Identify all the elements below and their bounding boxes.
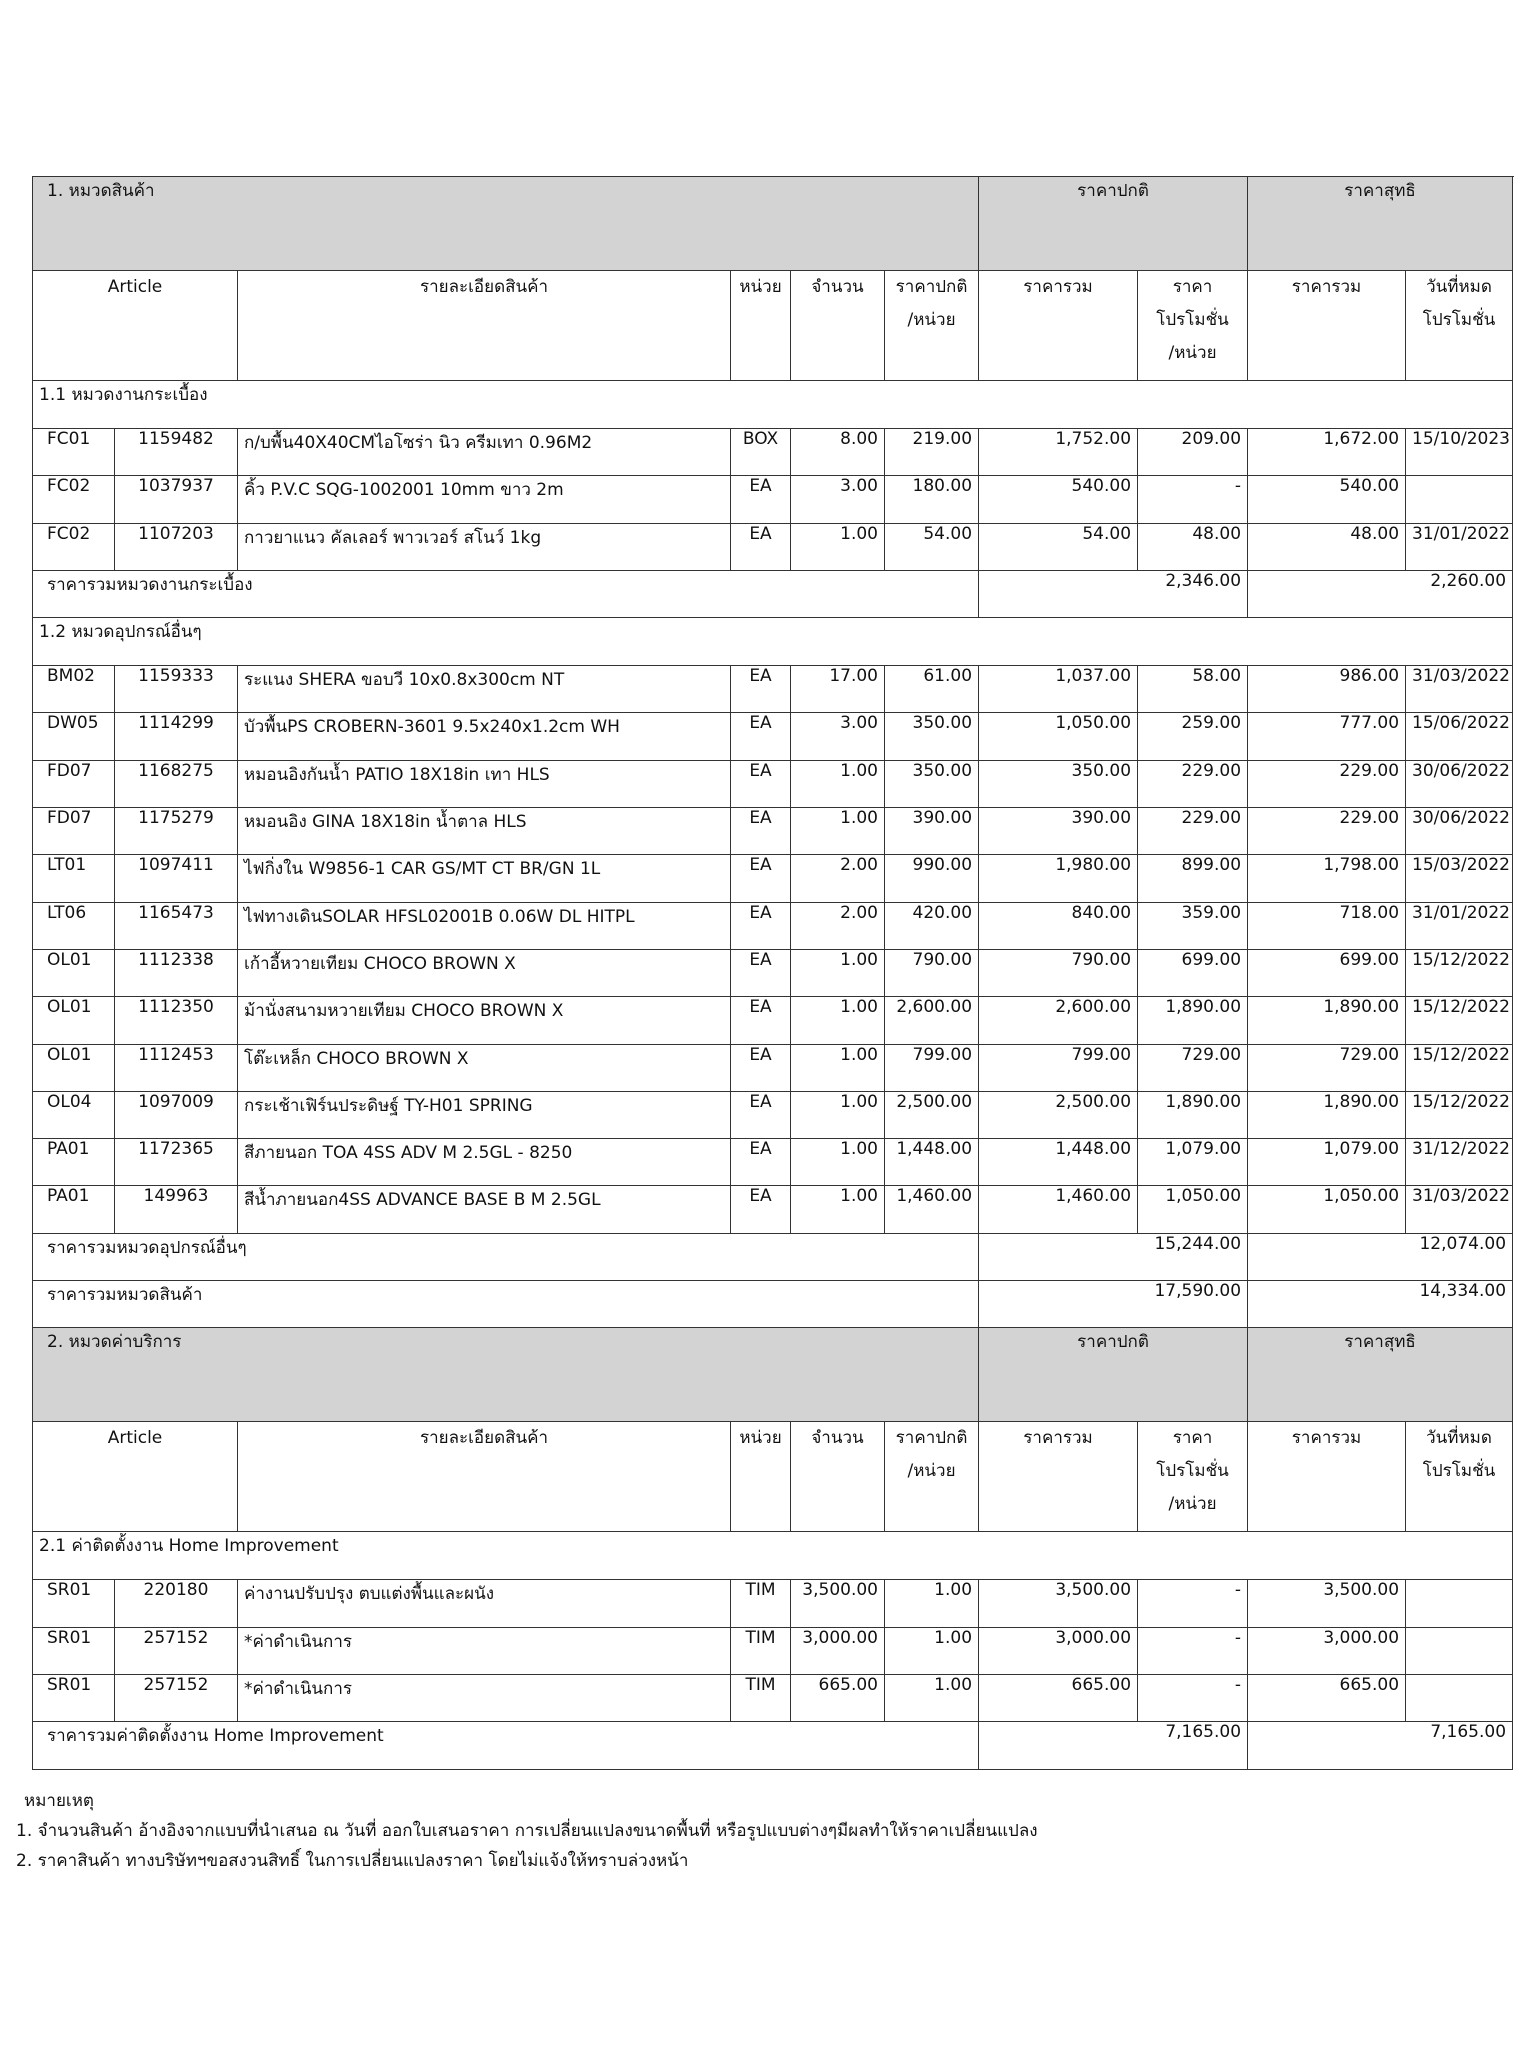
subtotal-label: ราคารวมค่าติดตั้งงาน Home Improvement [33,1722,979,1769]
item-description: *ค่าดำเนินการ [238,1627,731,1674]
table-row [33,1044,1513,1091]
header-line: /หน่วย [907,1461,956,1482]
item-promo-total: 1,890.00 [1248,997,1406,1044]
item-description: สีภายนอก TOA 4SS ADV M 2.5GL - 8250 [238,1139,731,1186]
item-price: 1.00 [885,1580,979,1627]
item-description: หมอนอิงกันน้ำ PATIO 18X18in เทา HLS [238,760,731,807]
item-article: 1097009 [115,1091,238,1138]
item-promo-price: 1,050.00 [1138,1186,1248,1233]
item-code: SR01 [33,1580,115,1627]
item-promo-end: 31/12/2022 [1406,1139,1513,1186]
item-unit: EA [731,1139,791,1186]
promo-end-header [1406,271,1513,381]
item-total: 1,037.00 [979,666,1138,713]
item-total: 840.00 [979,902,1138,949]
item-description: หมอนอิง GINA 18X18in น้ำตาล HLS [238,808,731,855]
item-quantity: 1.00 [791,949,885,996]
item-price: 350.00 [885,713,979,760]
item-code: DW05 [33,713,115,760]
item-code: SR01 [33,1627,115,1674]
group-title: 2.1 ค่าติดตั้งงาน Home Improvement [33,1532,1513,1580]
item-description: ไฟกิ่งใน W9856-1 CAR GS/MT CT BR/GN 1L [238,855,731,902]
item-total: 1,460.00 [979,1186,1138,1233]
item-quantity: 3.00 [791,713,885,760]
subtotal-row [33,570,1513,617]
item-promo-price: 1,890.00 [1138,1091,1248,1138]
item-price: 1,448.00 [885,1139,979,1186]
item-promo-price: 229.00 [1138,808,1248,855]
item-promo-end [1406,1674,1513,1721]
item-promo-price: 699.00 [1138,949,1248,996]
item-total: 540.00 [979,476,1138,523]
table-row [33,760,1513,807]
item-promo-total: 3,000.00 [1248,1627,1406,1674]
header-line: โปรโมชั่น [1156,1461,1229,1482]
item-quantity: 3,000.00 [791,1627,885,1674]
group-title: 1.1 หมวดงานกระเบื้อง [33,381,1513,429]
table-row [33,666,1513,713]
item-total: 54.00 [979,523,1138,570]
item-total: 1,752.00 [979,429,1138,476]
table-row [33,1139,1513,1186]
item-unit: EA [731,1091,791,1138]
subtotal-row [33,1722,1513,1769]
item-promo-price: 729.00 [1138,1044,1248,1091]
item-price: 61.00 [885,666,979,713]
item-promo-total: 540.00 [1248,476,1406,523]
item-unit: TIM [731,1627,791,1674]
item-promo-total: 229.00 [1248,760,1406,807]
header-line: ราคา [1172,1428,1213,1449]
item-article: 1175279 [115,808,238,855]
item-price: 390.00 [885,808,979,855]
item-promo-total: 229.00 [1248,808,1406,855]
item-promo-total: 1,079.00 [1248,1139,1406,1186]
item-code: FD07 [33,808,115,855]
item-total: 790.00 [979,949,1138,996]
total-label: ราคารวมหมวดสินค้า [33,1281,979,1328]
item-price: 1.00 [885,1627,979,1674]
item-promo-total: 1,050.00 [1248,1186,1406,1233]
item-promo-price: 58.00 [1138,666,1248,713]
item-price: 350.00 [885,760,979,807]
item-promo-end: 31/01/2022 [1406,523,1513,570]
item-quantity: 17.00 [791,666,885,713]
item-promo-price: 1,079.00 [1138,1139,1248,1186]
item-article: 1159482 [115,429,238,476]
notes-title: หมายเหตุ [24,1791,94,1811]
item-promo-total: 1,798.00 [1248,855,1406,902]
item-article: 220180 [115,1580,238,1627]
price-unit-header [885,271,979,381]
price-normal-header: ราคาปกติ [979,1328,1248,1422]
item-price: 790.00 [885,949,979,996]
item-description: ไฟทางเดินSOLAR HFSL02001B 0.06W DL HITPL [238,902,731,949]
promo-unit-header [1138,1422,1248,1532]
column-header-row [33,271,1513,381]
item-unit: BOX [731,429,791,476]
item-total: 2,600.00 [979,997,1138,1044]
total-header: ราคารวม [979,1422,1138,1532]
item-description: บัวพื้นPS CROBERN-3601 9.5x240x1.2cm WH [238,713,731,760]
item-promo-price: 48.00 [1138,523,1248,570]
item-description: ม้านั่งสนามหวายเทียม CHOCO BROWN X [238,997,731,1044]
item-promo-end: 15/03/2022 [1406,855,1513,902]
item-promo-end: 31/01/2022 [1406,902,1513,949]
total-row [33,1281,1513,1328]
item-article: 257152 [115,1674,238,1721]
price-unit-header [885,1422,979,1532]
table-row [33,997,1513,1044]
subtotal-net-value: 7,165.00 [1248,1722,1513,1769]
item-quantity: 3.00 [791,476,885,523]
table-row [33,808,1513,855]
item-article: 1168275 [115,760,238,807]
table-row [33,1674,1513,1721]
item-description: ระแนง SHERA ขอบวี 10x0.8x300cm NT [238,666,731,713]
item-article: 1097411 [115,855,238,902]
subtotal-net-value: 2,260.00 [1248,570,1513,617]
item-price: 2,500.00 [885,1091,979,1138]
item-promo-end: 31/03/2022 [1406,666,1513,713]
group-title-row [33,1532,1513,1580]
item-quantity: 1.00 [791,997,885,1044]
item-description: เก้าอี้หวายเทียม CHOCO BROWN X [238,949,731,996]
subtotal-value: 7,165.00 [979,1722,1248,1769]
item-code: FC02 [33,523,115,570]
item-price: 420.00 [885,902,979,949]
item-quantity: 665.00 [791,1674,885,1721]
item-total: 1,980.00 [979,855,1138,902]
item-promo-end [1406,1580,1513,1627]
item-promo-total: 665.00 [1248,1674,1406,1721]
item-unit: EA [731,1186,791,1233]
item-description: กระเช้าเฟิร์นประดิษฐ์ TY-H01 SPRING [238,1091,731,1138]
item-quantity: 1.00 [791,523,885,570]
item-promo-end: 31/03/2022 [1406,1186,1513,1233]
item-promo-end [1406,1627,1513,1674]
subtotal-value: 2,346.00 [979,570,1248,617]
item-quantity: 1.00 [791,1091,885,1138]
item-article: 1037937 [115,476,238,523]
item-description: สีน้ำภายนอก4SS ADVANCE BASE B M 2.5GL [238,1186,731,1233]
article-header: Article [33,1422,238,1532]
promo-unit-header [1138,271,1248,381]
price-net-header: ราคาสุทธิ [1248,1328,1513,1422]
unit-header: หน่วย [731,1422,791,1532]
header-line: ราคา [1172,277,1213,297]
item-unit: EA [731,949,791,996]
item-promo-total: 718.00 [1248,902,1406,949]
item-article: 257152 [115,1627,238,1674]
header-line: /หน่วย [907,310,956,330]
item-article: 1172365 [115,1139,238,1186]
header-line: โปรโมชั่น [1422,1461,1496,1482]
table-row [33,1091,1513,1138]
item-quantity: 2.00 [791,855,885,902]
item-code: FC02 [33,476,115,523]
item-price: 1,460.00 [885,1186,979,1233]
item-quantity: 1.00 [791,760,885,807]
item-promo-end: 15/12/2022 [1406,997,1513,1044]
item-code: OL01 [33,1044,115,1091]
header-line: โปรโมชั่น [1156,310,1229,330]
item-description: ก/บพื้น40X40CMไอโซร่า นิว ครีมเทา 0.96M2 [238,429,731,476]
item-promo-end: 15/12/2022 [1406,1091,1513,1138]
header-line: วันที่หมด [1426,1428,1492,1449]
item-description: กาวยาแนว คัลเลอร์ พาวเวอร์ สโนว์ 1kg [238,523,731,570]
group-title-row [33,381,1513,429]
item-total: 1,448.00 [979,1139,1138,1186]
item-description: คิ้ว P.V.C SQG-1002001 10mm ขาว 2m [238,476,731,523]
item-unit: EA [731,1044,791,1091]
item-code: FC01 [33,429,115,476]
item-promo-end: 15/10/2023 [1406,429,1513,476]
item-total: 390.00 [979,808,1138,855]
column-header-row [33,1422,1513,1532]
quotation-table [32,176,1513,1770]
item-price: 219.00 [885,429,979,476]
item-promo-end: 30/06/2022 [1406,760,1513,807]
section-header-row [33,177,1513,271]
group-title-row [33,618,1513,666]
table-row [33,1627,1513,1674]
item-code: OL01 [33,997,115,1044]
price-net-header: ราคาสุทธิ [1248,177,1513,271]
item-quantity: 1.00 [791,1044,885,1091]
article-header: Article [33,271,238,381]
item-unit: TIM [731,1674,791,1721]
item-description: ค่างานปรับปรุง ตบแต่งพื้นและผนัง [238,1580,731,1627]
item-promo-price: - [1138,1674,1248,1721]
item-quantity: 1.00 [791,1186,885,1233]
total-net-value: 14,334.00 [1248,1281,1513,1328]
table-row [33,1186,1513,1233]
note-item: 2. ราคาสินค้า ทางบริษัทฯขอสงวนสิทธิ์ ในการเปลี่ยนแปลงราคา โดยไม่แจ้งให้ทราบล่วงหน้า [16,1851,689,1871]
item-unit: EA [731,997,791,1044]
item-price: 180.00 [885,476,979,523]
subtotal-label: ราคารวมหมวดอุปกรณ์อื่นๆ [33,1233,979,1280]
item-promo-end: 15/12/2022 [1406,949,1513,996]
item-code: OL01 [33,949,115,996]
item-promo-total: 3,500.00 [1248,1580,1406,1627]
item-total: 1,050.00 [979,713,1138,760]
item-article: 1107203 [115,523,238,570]
item-promo-price: 1,890.00 [1138,997,1248,1044]
item-total: 665.00 [979,1674,1138,1721]
table-row [33,949,1513,996]
item-unit: EA [731,855,791,902]
description-header: รายละเอียดสินค้า [238,271,731,381]
item-article: 1112338 [115,949,238,996]
item-promo-total: 48.00 [1248,523,1406,570]
item-unit: EA [731,523,791,570]
item-total: 3,000.00 [979,1627,1138,1674]
item-price: 54.00 [885,523,979,570]
note-item: 1. จำนวนสินค้า อ้างอิงจากแบบที่นำเสนอ ณ วันที่ ออกใบเสนอราคา การเปลี่ยนแปลงขนาดพื้นที่ หรือรูปแบบต่างๆมีผลทำให้ราคาเปลี่ยนแปลง [16,1821,1038,1841]
promo-total-header: ราคารวม [1248,1422,1406,1532]
notes [16,1786,1038,1876]
quantity-header: จำนวน [791,1422,885,1532]
item-total: 3,500.00 [979,1580,1138,1627]
table-row [33,855,1513,902]
table-row [33,523,1513,570]
item-code: BM02 [33,666,115,713]
item-promo-total: 699.00 [1248,949,1406,996]
item-unit: TIM [731,1580,791,1627]
item-promo-total: 777.00 [1248,713,1406,760]
item-description: *ค่าดำเนินการ [238,1674,731,1721]
table-row [33,429,1513,476]
item-unit: EA [731,808,791,855]
item-price: 799.00 [885,1044,979,1091]
item-quantity: 8.00 [791,429,885,476]
item-code: OL04 [33,1091,115,1138]
total-header: ราคารวม [979,271,1138,381]
item-description: โต๊ะเหล็ก CHOCO BROWN X [238,1044,731,1091]
description-header: รายละเอียดสินค้า [238,1422,731,1532]
section-header-row [33,1328,1513,1422]
item-unit: EA [731,760,791,807]
item-quantity: 3,500.00 [791,1580,885,1627]
item-promo-price: 899.00 [1138,855,1248,902]
quantity-header: จำนวน [791,271,885,381]
item-article: 1112453 [115,1044,238,1091]
item-total: 799.00 [979,1044,1138,1091]
price-normal-header: ราคาปกติ [979,177,1248,271]
item-quantity: 2.00 [791,902,885,949]
item-promo-total: 729.00 [1248,1044,1406,1091]
item-unit: EA [731,713,791,760]
header-line: ราคาปกติ [895,277,968,297]
section-title: 2. หมวดค่าบริการ [33,1328,979,1422]
promo-end-header [1406,1422,1513,1532]
item-unit: EA [731,666,791,713]
header-line: โปรโมชั่น [1422,310,1496,330]
item-price: 2,600.00 [885,997,979,1044]
item-quantity: 1.00 [791,1139,885,1186]
item-promo-price: - [1138,1580,1248,1627]
item-total: 350.00 [979,760,1138,807]
table-row [33,476,1513,523]
item-code: PA01 [33,1139,115,1186]
item-promo-price: 259.00 [1138,713,1248,760]
item-article: 1159333 [115,666,238,713]
item-promo-price: - [1138,476,1248,523]
item-unit: EA [731,902,791,949]
subtotal-net-value: 12,074.00 [1248,1233,1513,1280]
item-promo-price: 209.00 [1138,429,1248,476]
item-total: 2,500.00 [979,1091,1138,1138]
item-promo-price: 359.00 [1138,902,1248,949]
item-promo-price: 229.00 [1138,760,1248,807]
table-row [33,713,1513,760]
item-code: LT06 [33,902,115,949]
item-promo-price: - [1138,1627,1248,1674]
item-code: LT01 [33,855,115,902]
table-row [33,902,1513,949]
subtotal-value: 15,244.00 [979,1233,1248,1280]
item-code: FD07 [33,760,115,807]
item-price: 1.00 [885,1674,979,1721]
promo-total-header: ราคารวม [1248,271,1406,381]
unit-header: หน่วย [731,271,791,381]
item-article: 1114299 [115,713,238,760]
section-title: 1. หมวดสินค้า [33,177,979,271]
item-promo-total: 1,890.00 [1248,1091,1406,1138]
item-code: PA01 [33,1186,115,1233]
item-promo-total: 1,672.00 [1248,429,1406,476]
header-line: /หน่วย [1168,1494,1217,1515]
header-line: วันที่หมด [1426,277,1492,297]
item-promo-total: 986.00 [1248,666,1406,713]
subtotal-row [33,1233,1513,1280]
subtotal-label: ราคารวมหมวดงานกระเบื้อง [33,570,979,617]
item-promo-end: 15/12/2022 [1406,1044,1513,1091]
header-line: ราคาปกติ [895,1428,968,1449]
header-line: /หน่วย [1168,343,1217,363]
item-promo-end [1406,476,1513,523]
item-unit: EA [731,476,791,523]
item-article: 1165473 [115,902,238,949]
item-article: 149963 [115,1186,238,1233]
item-code: SR01 [33,1674,115,1721]
table-row [33,1580,1513,1627]
item-quantity: 1.00 [791,808,885,855]
total-value: 17,590.00 [979,1281,1248,1328]
item-promo-end: 30/06/2022 [1406,808,1513,855]
item-promo-end: 15/06/2022 [1406,713,1513,760]
item-article: 1112350 [115,997,238,1044]
group-title: 1.2 หมวดอุปกรณ์อื่นๆ [33,618,1513,666]
item-price: 990.00 [885,855,979,902]
